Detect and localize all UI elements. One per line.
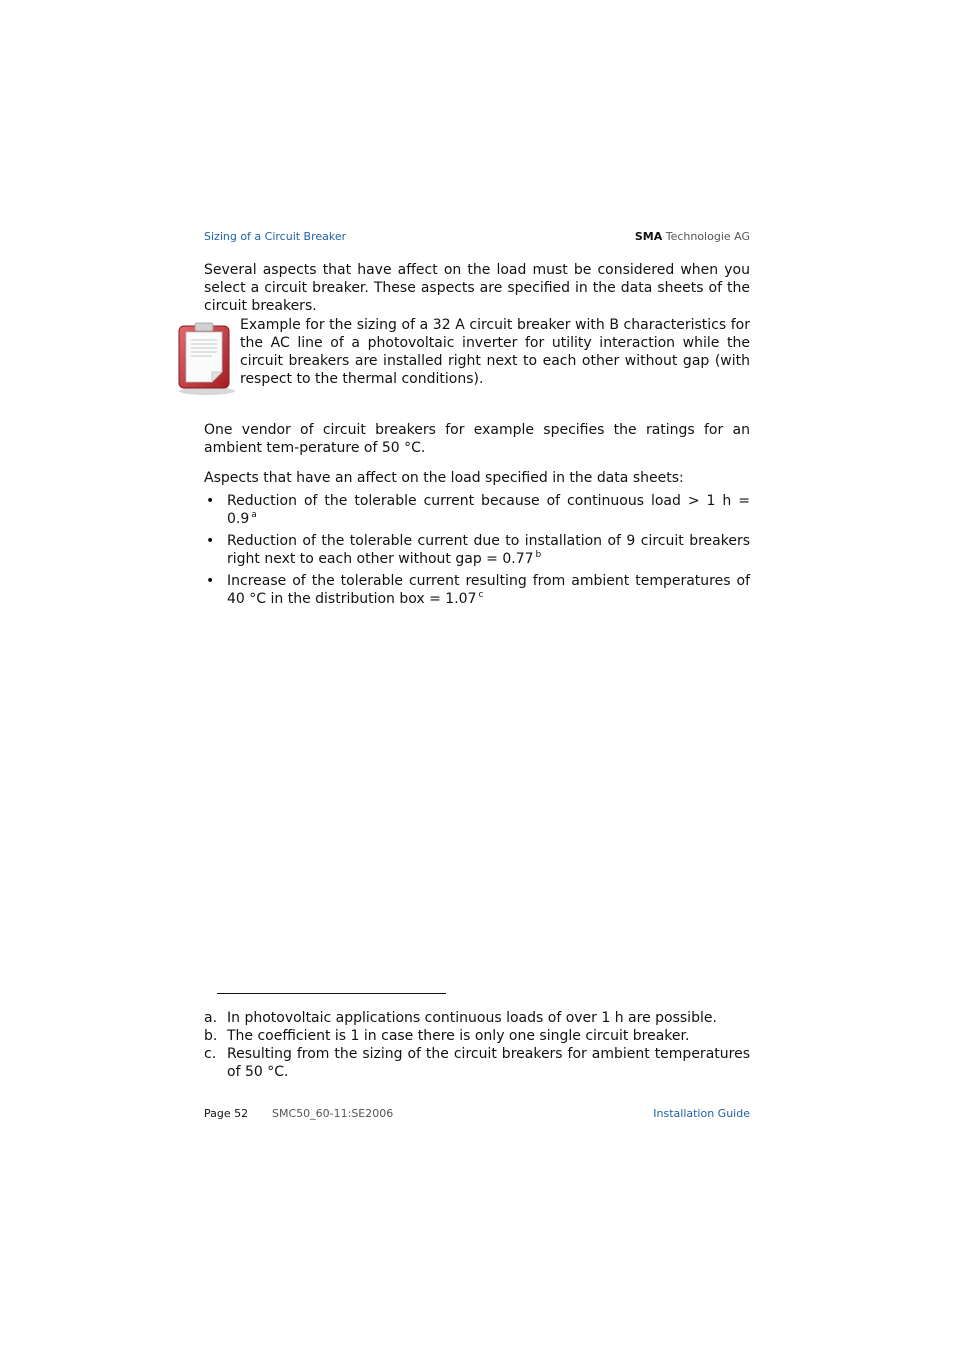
company-suffix: Technologie AG xyxy=(662,230,750,243)
list-item-text: Reduction of the tolerable current because of continuous load > 1 h = 0.9 xyxy=(227,493,750,527)
footnote-ref: b xyxy=(535,550,542,560)
footnote-marker: b. xyxy=(204,1028,218,1044)
clipboard-note-icon xyxy=(176,320,238,396)
list-item xyxy=(204,572,750,608)
running-footer xyxy=(204,1107,750,1123)
bullet-marker: • xyxy=(206,493,215,509)
note-text: Example for the sizing of a 32 A circuit breaker with B characteristics for the AC line of a photovoltaic inverter for utility interaction while the circuit breakers are installed right next to each other without gap (with respect to the thermal conditions). xyxy=(240,317,750,387)
list-item-text: Increase of the tolerable current resulting from ambient temperatures of 40 °C in the distribution box = 1.07 xyxy=(227,573,750,607)
running-header xyxy=(204,230,750,246)
footnotes-list xyxy=(204,1009,750,1081)
company-name xyxy=(635,230,750,243)
aspects-intro: Aspects that have an affect on the load specified in the data sheets: xyxy=(204,470,684,486)
list-item xyxy=(204,492,750,528)
footnote-text: Resulting from the sizing of the circuit breakers for ambient temperatures of 50 °C. xyxy=(227,1046,750,1080)
intro-paragraph: Several aspects that have affect on the load must be considered when you select a circuit breaker. These aspects are specified in the data sheets of the circuit breakers. xyxy=(204,262,750,314)
aspects-list xyxy=(204,492,750,612)
bullet-marker: • xyxy=(206,533,215,549)
footnote-item xyxy=(204,1045,750,1081)
document-type: Installation Guide xyxy=(653,1107,750,1120)
section-title: Sizing of a Circuit Breaker xyxy=(204,230,347,243)
bullet-marker: • xyxy=(206,573,215,589)
document-id: SMC50_60-11:SE2006 xyxy=(272,1107,394,1120)
footnote-marker: a. xyxy=(204,1010,218,1026)
footnote-ref: a xyxy=(251,510,257,520)
footnote-marker: c. xyxy=(204,1046,217,1062)
footnote-text: In photovoltaic applications continuous loads of over 1 h are possible. xyxy=(227,1010,717,1026)
footnote-divider xyxy=(217,993,446,994)
list-item xyxy=(204,532,750,568)
vendor-paragraph: One vendor of circuit breakers for example specifies the ratings for an ambient tem-perature of 50 °C. xyxy=(204,422,750,456)
page-number: Page 52 xyxy=(204,1107,249,1120)
footnote-item xyxy=(204,1027,750,1045)
footnote-ref: c xyxy=(478,590,484,600)
brand-name: SMA xyxy=(634,230,663,243)
list-item-text: Reduction of the tolerable current due to installation of 9 circuit breakers right next to each other without gap = 0.77 xyxy=(227,533,750,567)
footnote-item xyxy=(204,1009,750,1027)
footnote-text: The coefficient is 1 in case there is only one single circuit breaker. xyxy=(227,1028,690,1044)
